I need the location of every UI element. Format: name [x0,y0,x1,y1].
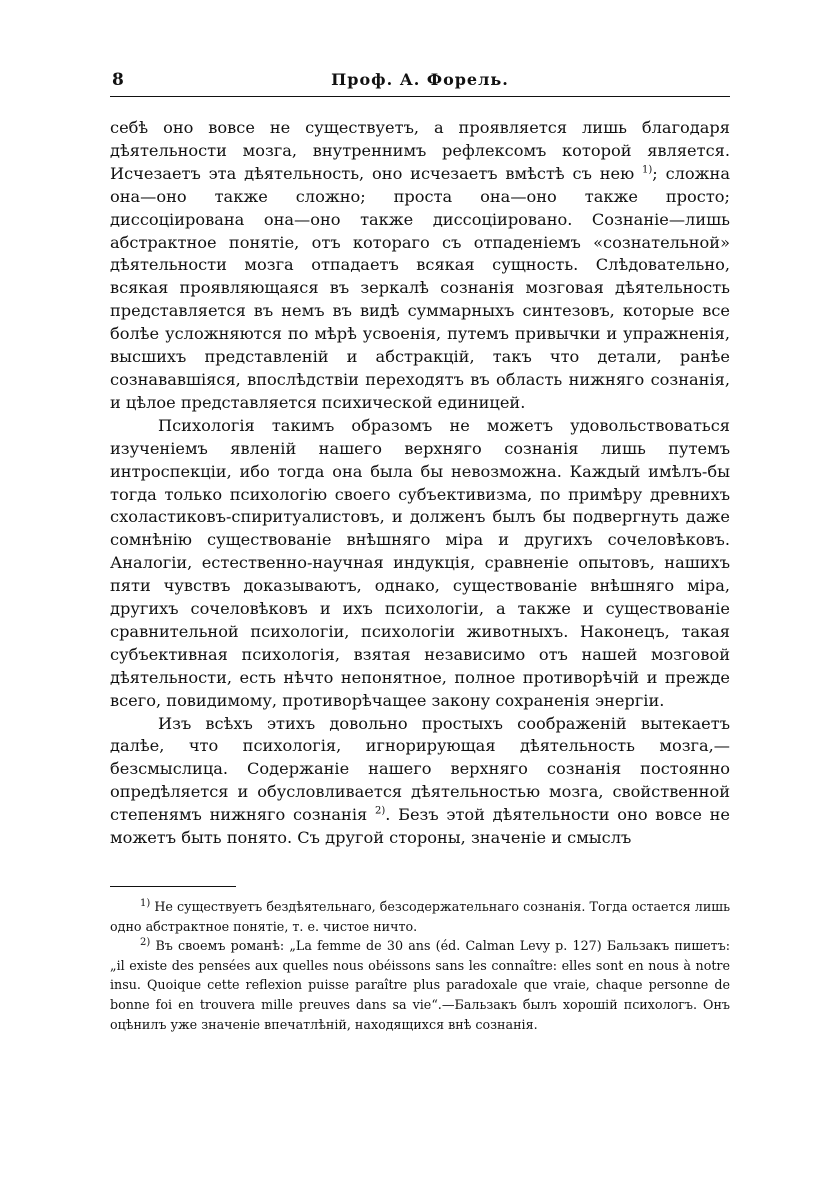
footnote-1 [110,897,730,936]
book-page [110,60,730,1034]
page-header [110,60,730,97]
paragraph-3-text-b: . Безъ этой дѣятельности оно вовсе не можетъ быть понято. Съ другой стороны, значеніе и смыслъ [110,805,730,848]
paragraph-1-text-b: ; сложна она—оно также сложно; проста она—оно также просто; диссоціирована она—оно также диссоціировано. Сознаніе—лишь абстрактное понятіе, отъ котораго съ отпаденіемъ «сознательной» дѣятельности мозга отпадаетъ всякая сущность. Слѣдовательно, всякая проявляющаяся въ зеркалѣ сознанія мозговая дѣятельность представляется въ немъ въ видѣ суммарныхъ синтезовъ, которые все болѣе усложняются по мѣрѣ усвоенія, путемъ привычки и упражненія, высшихъ представленій и абстракцій, такъ что детали, ранѣе сознававшіяся, впослѣдствіи переходятъ въ область нижняго сознанія, и цѣлое представляется психической единицей. [110,163,730,412]
paragraph-1-text-a: себѣ оно вовсе не существуетъ, а проявляется лишь благодаря дѣятельности мозга, внутреннимъ рефлексомъ которой является. Исчезаетъ эта дѣятельность, оно исчезаетъ вмѣстѣ съ нею [110,118,730,183]
paragraph-2: Психологія такимъ образомъ не можетъ удовольствоваться изученіемъ явленій нашего верхняго сознанія лишь путемъ интроспекціи, ибо тогда она была бы невозможна. Каждый имѣлъ-бы тогда только психологію своего субъективизма, по примѣру древнихъ схоластиковъ-спиритуалистовъ, и долженъ былъ бы подвергнуть даже сомнѣнію существованіе внѣшняго міра и другихъ сочеловѣковъ. Аналогіи, естественно-научная индукція, сравненіе опытовъ, нашихъ пяти чувствъ доказываютъ, однако, существованіе внѣшняго міра, другихъ сочеловѣковъ и ихъ психологіи, а также и существованіе сравнительной психологіи, психологіи животныхъ. Наконецъ, такая субъективная психологія, взятая независимо отъ нашей мозговой дѣятельности, есть нѣчто непонятное, полное противорѣчій и прежде всего, повидимому, противорѣчащее закону сохраненія энергіи. [110,415,730,710]
footnote-2-marker: 2) [140,936,151,948]
footnote-1-text: Не существуетъ бездѣятельнаго, безсодержательнаго сознанія. Тогда остается лишь одно абстрактное понятіе, т. е. чистое ничто. [110,899,730,934]
paragraph-3 [110,713,730,850]
page-number: 8 [112,70,124,90]
footnotes [110,897,730,1034]
footnote-2 [110,936,730,1034]
footnote-ref-2[interactable]: 2) [374,805,386,817]
body-text [110,117,730,850]
footnote-divider [110,886,236,887]
footnote-ref-1[interactable]: 1) [642,164,653,176]
running-title: Проф. А. Форель. [331,70,509,89]
paragraph-3-text-a: Изъ всѣхъ этихъ довольно простыхъ соображеній вытекаетъ далѣе, что психологія, игнорирующая дѣятельность мозга,—безсмыслица. Содержаніе нашего верхняго сознанія постоянно опредѣляется и обусловливается дѣятельностью мозга, свойственной степенямъ нижняго сознанія [110,713,730,825]
footnote-1-marker: 1) [140,897,151,909]
footnote-2-text: Въ своемъ романѣ: „La femme de 30 ans (éd. Calman Levy p. 127) Бальзакъ пишетъ: „il existe des pensées aux quelles nous obéissons sans les connaître: elles sont en nous à notre insu. Quoique cette reflexion puisse paraître plus paradoxale que vraie, chaque personne de bonne foi en trouvera mille preuves dans sa vie“.—Бальзакъ былъ хорошій психологъ. Онъ оцѣнилъ уже значеніе впечатлѣній, находящихся внѣ сознанія. [110,938,730,1032]
paragraph-1 [110,117,730,415]
